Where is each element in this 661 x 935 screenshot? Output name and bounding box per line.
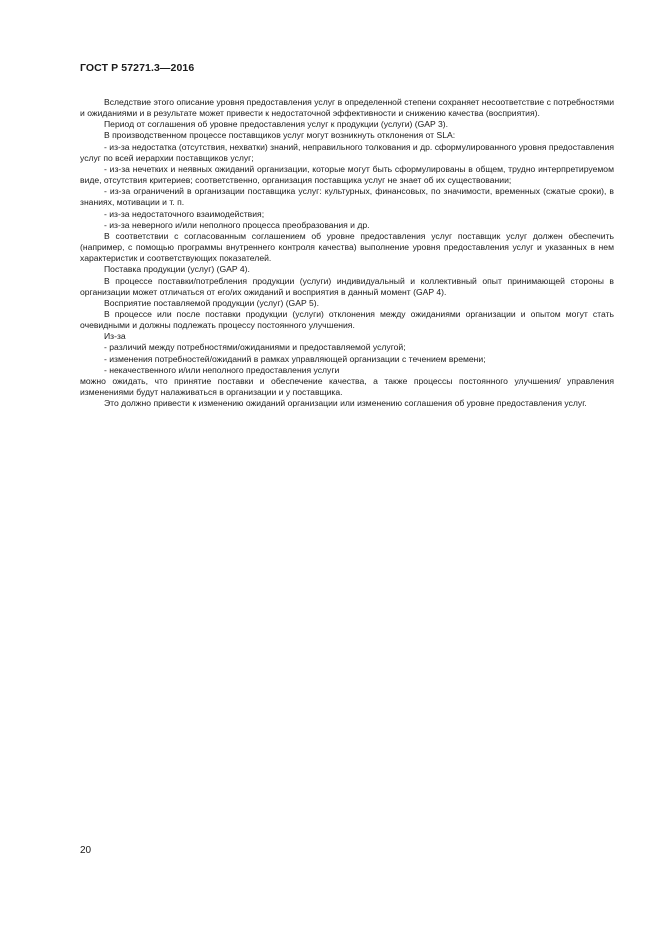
document-header: ГОСТ Р 57271.3—2016 [80, 62, 195, 74]
paragraph: В процессе или после поставки продукции (услуги) отклонения между ожиданиями организации и опытом могут стать очевидными и должны подлежать процессу постоянного улучшения. [80, 308, 614, 331]
list-item: - из-за неверного и/или неполного процесса преобразования и др. [104, 219, 370, 230]
page-number: 20 [80, 845, 92, 856]
paragraph: Из-за [104, 331, 126, 342]
paragraph: Поставка продукции (услуг) (GAP 4). [104, 264, 250, 275]
paragraph: Восприятие поставляемой продукции (услуг) (GAP 5). [104, 297, 319, 308]
paragraph: В процессе поставки/потребления продукции (услуги) индивидуальный и коллективный опыт принимающей стороны в организации может отличаться от его/их ожиданий и восприятия в данный момент (GAP 4). [80, 275, 614, 297]
list-item: - различий между потребностями/ожиданиями и предоставляемой услугой; [104, 342, 406, 353]
paragraph: В производственном процессе поставщиков услуг могут возникнуть отклонения от SLA: [104, 130, 456, 141]
list-item: - из-за нечетких и неявных ожиданий организации, которые могут быть сформулированы в общем, трудно интерпретируемом виде, отсутствия критериев; соответственно, организация поставщика услуг не знает об их существовании; [80, 163, 614, 186]
document-body [80, 97, 614, 409]
list-item: - изменения потребностей/ожиданий в рамках управляющей организации с течением времени; [104, 353, 486, 364]
paragraph: можно ожидать, что принятие поставки и обеспечение качества, а также процессы постоянного улучшения/ управления изменениями будут налаживаться в организации и у поставщика. [80, 375, 614, 398]
list-item: - некачественного и/или неполного предоставления услуги [104, 364, 340, 375]
paragraph: В соответствии с согласованным соглашением об уровне предоставления услуг поставщик услуг должен обеспечить (например, с помощью программы внутреннего контроля качества) выполнение уровня предоставления услуг и указанных в нем характеристик и соответствующих показателей. [80, 230, 614, 264]
list-item: - из-за недостатка (отсутствия, нехватки) знаний, неправильного толкования и др. сформулированного уровня предоставления услуг по всей иерархии поставщиков услуг; [80, 141, 614, 163]
paragraph: Вследствие этого описание уровня предоставления услуг в определенной степени сохраняет несоответствие с потребностями и ожиданиями и в результате может привести к недостаточной эффективности и снижению качества (восприятия). [80, 97, 614, 119]
paragraph: Это должно привести к изменению ожиданий организации или изменению соглашения об уровне предоставления услуг. [104, 398, 587, 409]
list-item: - из-за ограничений в организации поставщика услуг: культурных, финансовых, по значимости, временных (сжатые сроки), в знаниях, мотивации и т. п. [80, 186, 614, 208]
paragraph: Период от соглашения об уровне предоставления услуг к продукции (услуги) (GAP 3). [104, 119, 449, 130]
list-item: - из-за недостаточного взаимодействия; [104, 208, 265, 219]
